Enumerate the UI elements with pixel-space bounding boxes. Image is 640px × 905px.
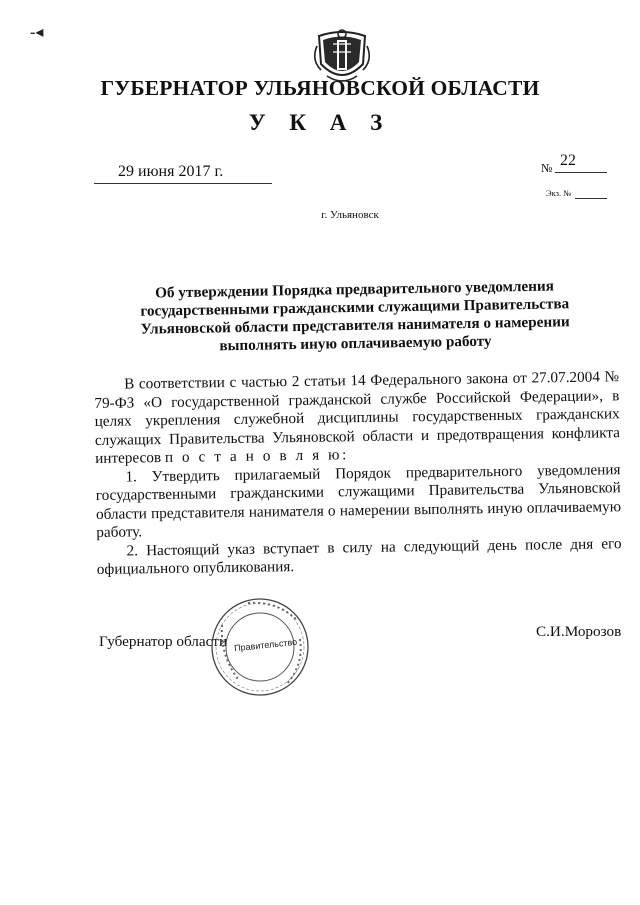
document-date: 29 июня 2017 г. xyxy=(118,163,224,180)
number-underline xyxy=(555,172,607,173)
document-type: У К А З xyxy=(248,110,392,135)
date-underline xyxy=(94,183,272,184)
copy-number-label: Экз. № xyxy=(546,188,572,198)
copy-number-underline xyxy=(575,198,607,199)
stamp-text: Правительство xyxy=(233,636,298,654)
title-line: государственными гражданскими служащими Правительства xyxy=(140,295,570,320)
issuer-title: ГУБЕРНАТОР УЛЬЯНОВСКОЙ ОБЛАСТИ xyxy=(100,76,540,100)
city-name: г. Ульяновск xyxy=(321,209,379,221)
title-line: выполнять иную оплачиваемую работу xyxy=(219,332,492,355)
document-body xyxy=(94,368,622,579)
document-number: 22 xyxy=(560,152,576,169)
decree-word: п о с т а н о в л я ю: xyxy=(164,446,350,466)
signatory-name: С.И.Морозов xyxy=(536,623,622,640)
intro-text: В соответствии с частью 2 статьи 14 Федерального закона от 27.07.2004 № 79-ФЗ «О государственной гражданской службе Российской Федерации», в целях укрепления служебной дисциплины государственных гражданских служащих Правительства Ульяновской области и предотвращения конфликта интересов xyxy=(94,368,621,467)
number-sign: № xyxy=(541,161,553,175)
intro-paragraph xyxy=(94,368,620,468)
title-line: Об утверждении Порядка предварительного уведомления xyxy=(154,277,555,302)
signatory-role: Губернатор области xyxy=(99,633,228,650)
corner-mark: -◂ xyxy=(30,24,44,41)
title-line: Ульяновской области представителя нанимателя о намерении xyxy=(140,313,570,338)
document-title xyxy=(131,277,578,357)
item-2-paragraph: 2. Настоящий указ вступает в силу на следующий день после дня его официального опубликования. xyxy=(96,534,622,578)
item-1-paragraph: 1. Утвердить прилагаемый Порядок предварительного уведомления государственными гражданскими служащими Правительства Ульяновской области представителя нанимателя о намерении выполнять иную оплачиваемую работу. xyxy=(95,460,622,541)
